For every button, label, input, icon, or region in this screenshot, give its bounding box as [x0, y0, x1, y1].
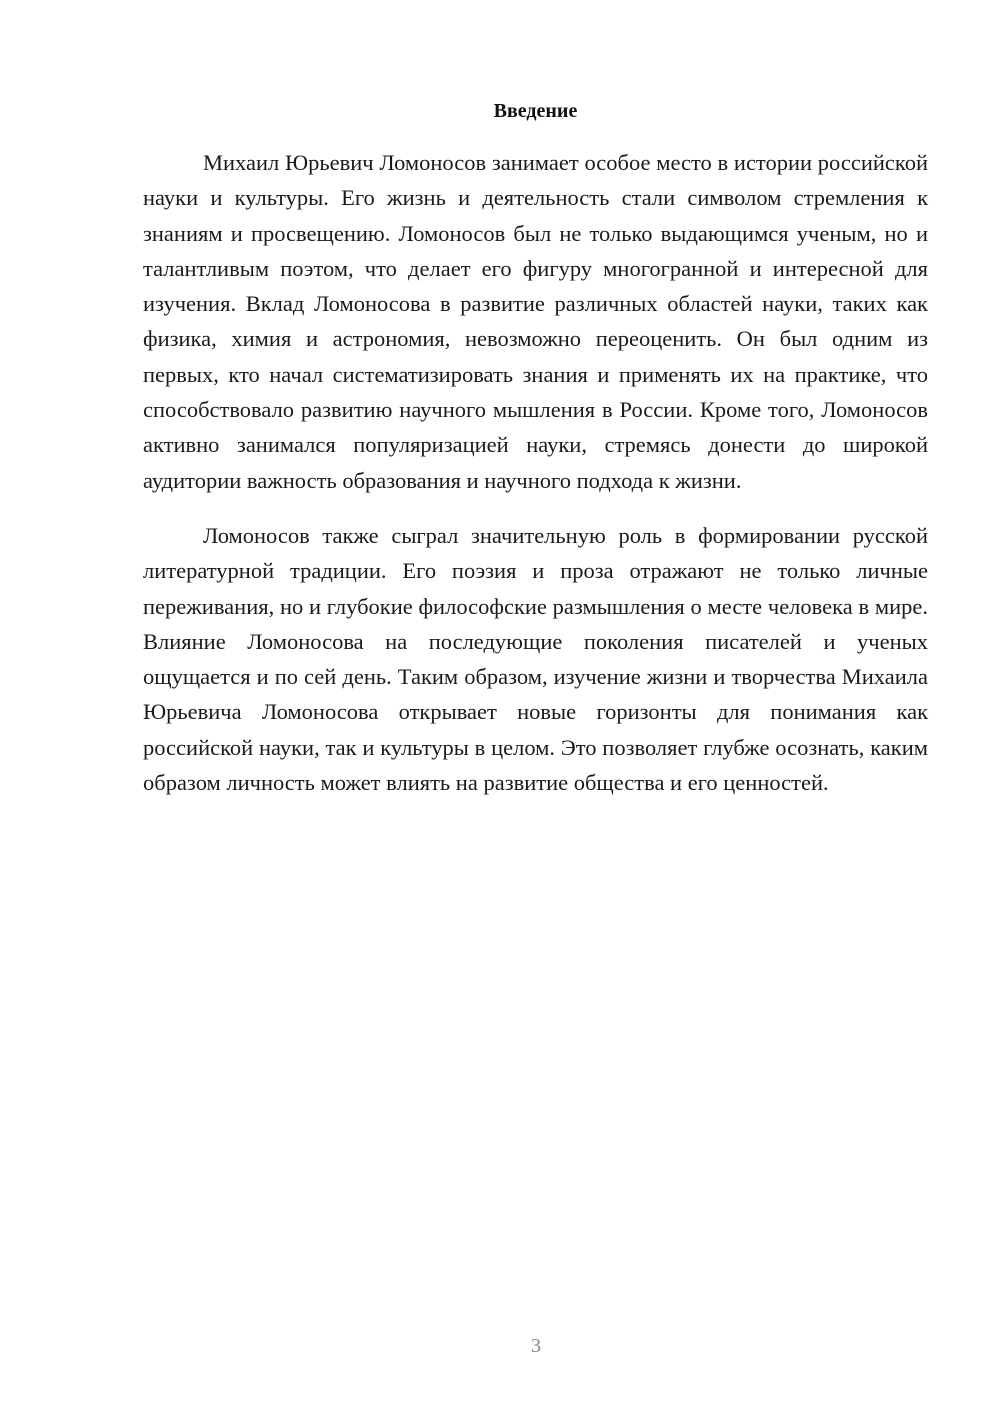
- section-title: Введение: [493, 100, 578, 122]
- page-number: 3: [531, 1335, 541, 1357]
- page-content: [143, 96, 928, 800]
- paragraph-literature: Ломоносов также сыграл значительную роль в формировании русской литературной традиции. Его поэзия и проза отражают не только личные переживания, но и глубокие философские размышления о месте человека в мире. Влияние Ломоносова на последующие поколения писателей и ученых ощущается и по сей день. Таким образом, изучение жизни и творчества Михаила Юрьевича Ломоносова открывает новые горизонты для понимания как российской науки, так и культуры в целом. Это позволяет глубже осознать, каким образом личность может влиять на развитие общества и его ценностей.: [143, 522, 928, 796]
- paragraph-intro: Михаил Юрьевич Ломоносов занимает особое место в истории российской науки и культуры. Его жизнь и деятельность стали символом стремления к знаниям и просвещению. Ломоносов был не только выдающимся ученым, но и талантливым поэтом, что делает его фигуру многогранной и интересной для изучения. Вклад Ломоносова в развитие различных областей науки, таких как физика, химия и астрономия, невозможно переоценить. Он был одним из первых, кто начал систематизировать знания и применять их на практике, что способствовало развитию научного мышления в России. Кроме того, Ломоносов активно занимался популяризацией науки, стремясь донести до широкой аудитории важность образования и научного подхода к жизни.: [143, 150, 928, 493]
